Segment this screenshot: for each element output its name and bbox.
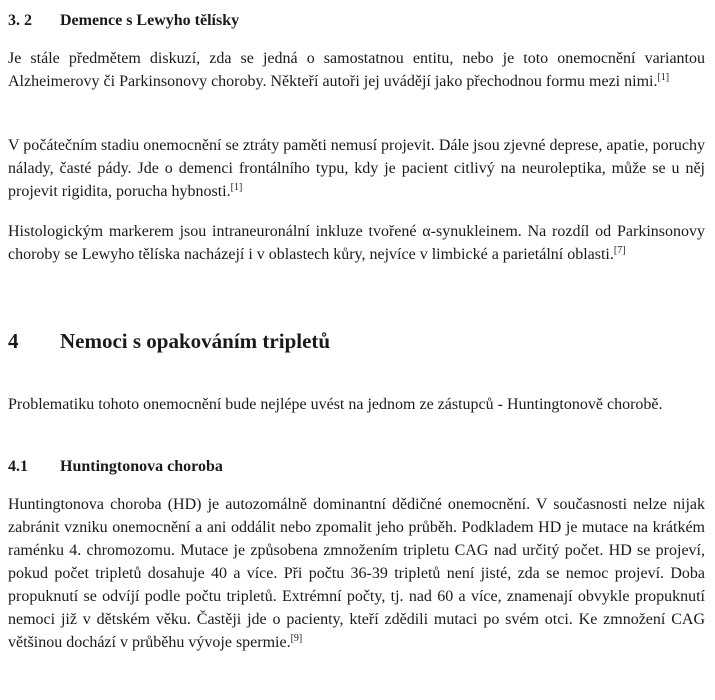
paragraph-chapter-intro [8, 393, 705, 416]
section-number: 3. 2 [8, 12, 32, 29]
paragraph-text: Huntingtonova choroba (HD) je autozomálně dominantní dědičné onemocnění. V současnosti nelze nijak zabránit vzniku onemocnění a ani oddálit nebo zpomalit jeho průběh. Podkladem HD je mutace na krátkém raménku 4. chromozomu. Mutace je způsobena zmnožením tripletu CAG nad určitý počet. HD se projeví, pokud počet tripletů dosahuje 40 a více. Při počtu 36-39 tripletů není jisté, zda se nemoc projeví. Doba propuknutí se odvíjí podle počtu tripletů. Extrémní počty, tj. nad 60 a více, znamenají obvykle propuknutí nemoci již v dětském věku. Častěji jde o pacienty, kteří zdědili mutaci po svém otci. Ke zmnožení CAG většinou dochází v průběhu vývoje spermie. [8, 496, 705, 651]
paragraph-text: Problematiku tohoto onemocnění bude nejlépe uvést na jednom ze zástupců - Huntingtonově chorobě. [8, 396, 663, 413]
paragraph-lewy-symptoms [8, 134, 705, 203]
paragraph-lewy-definition [8, 47, 705, 93]
paragraph-text: Je stále předmětem diskuzí, zda se jedná o samostatnou entitu, nebo je toto onemocnění variantou Alzheimerovy či Parkinsonovy choroby. Někteří autoři jej uvádějí jako přechodnou formu mezi nimi. [8, 50, 705, 90]
paragraph-lewy-histology [8, 220, 705, 266]
citation-ref: [9] [290, 633, 303, 644]
citation-ref: [1] [230, 182, 243, 193]
citation-ref: [1] [657, 72, 670, 83]
cropped-text-fragment [250, 692, 264, 695]
section-title: Demence s Lewyho tělísky [60, 12, 240, 29]
paragraph-text: V počátečním stadiu onemocnění se ztráty paměti nemusí projevit. Dále jsou zjevné deprese, apatie, poruchy nálady, časté pády. Jde o demenci frontálního typu, kdy je pacient citlivý na neuroleptika, může se u něj projevit rigidita, porucha hybnosti. [8, 137, 705, 200]
section-title: Huntingtonova choroba [60, 458, 223, 475]
chapter-heading-4 [8, 329, 330, 354]
section-heading-4-1 [8, 458, 223, 476]
section-heading-3-2 [8, 12, 239, 30]
paragraph-text: Histologickým markerem jsou intraneuronální inkluze tvořené α-synukleinem. Na rozdíl od Parkinsonovy choroby se Lewyho tělíska nacházejí i v oblastech kůry, nejvíce v limbické a parietální oblasti. [8, 223, 705, 263]
section-number: 4.1 [8, 458, 28, 475]
chapter-number: 4 [8, 329, 19, 353]
paragraph-huntington [8, 493, 705, 654]
chapter-title: Nemoci s opakováním tripletů [60, 329, 331, 353]
citation-ref: [7] [613, 245, 626, 256]
